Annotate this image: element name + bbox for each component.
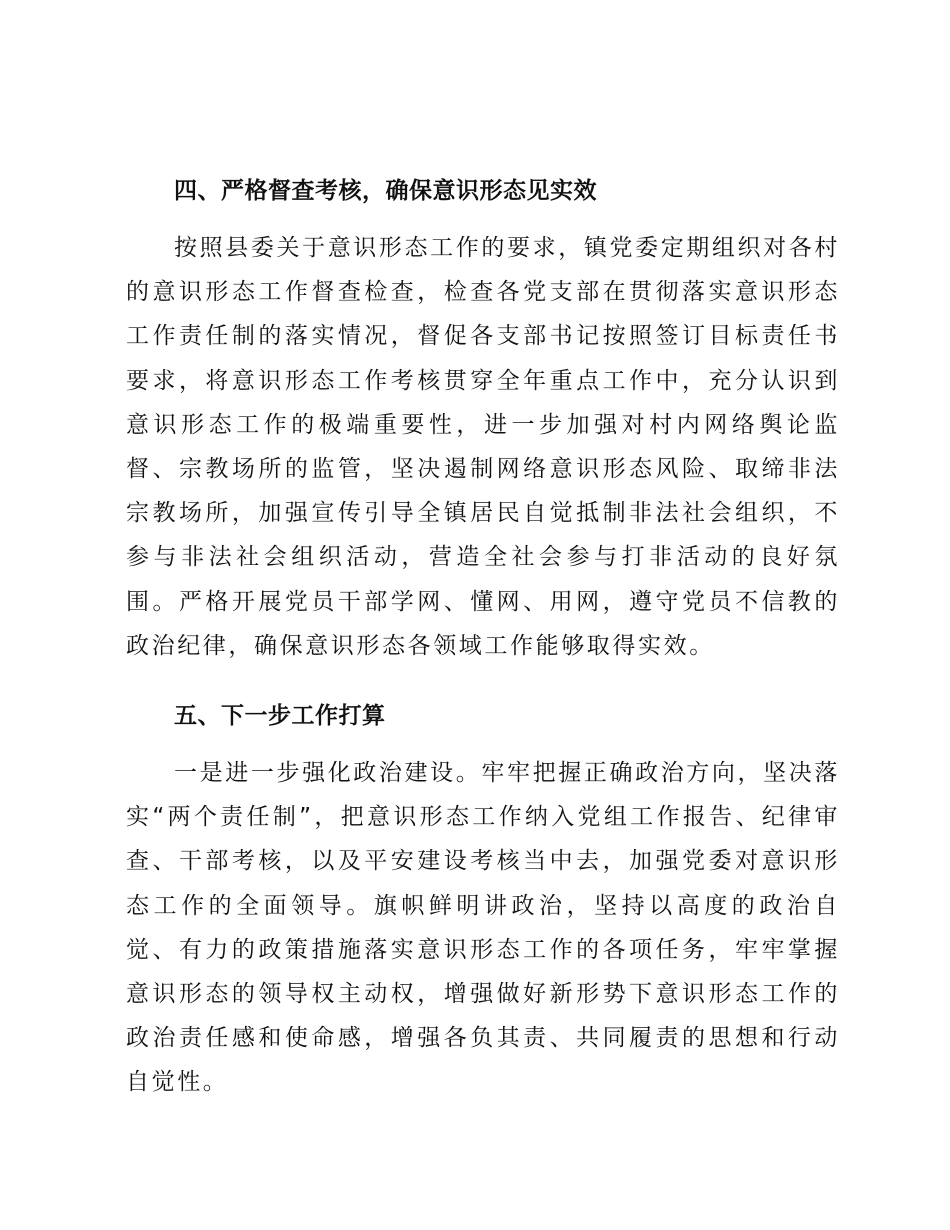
section-heading-four: 四、严格督查考核，确保意识形态见实效 [174,178,597,204]
section-paragraph-four: 按照县委关于意识形态工作的要求，镇党委定期组织对各村的意识形态工作督查检查，检查各党支部在贯彻落实意识形态工作责任制的落实情况，督促各支部书记按照签订目标责任书要求，将意识形态工作考核贯穿全年重点工作中，充分认识到意识形态工作的极端重要性，进一步加强对村内网络舆论监督、宗教场所的监管，坚决遏制网络意识形态风险、取缔非法宗教场所，加强宣传引导全镇居民自觉抵制非法社会组织，不参与非法社会组织活动，营造全社会参与打非活动的良好氛围。严格开展党员干部学网、懂网、用网，遵守党员不信教的政治纪律，确保意识形态各领域工作能够取得实效。 [126,235,840,659]
section-paragraph-five: 一是进一步强化政治建设。牢牢把握正确政治方向，坚决落实“两个责任制”，把意识形态工作纳入党组工作报告、纪律审查、干部考核，以及平安建设考核当中去，加强党委对意识形态工作的全面领导。旗帜鲜明讲政治，坚持以高度的政治自觉、有力的政策措施落实意识形态工作的各项任务，牢牢掌握意识形态的领导权主动权，增强做好新形势下意识形态工作的政治责任感和使命感，增强各负其责、共同履责的思想和行动自觉性。 [126,760,840,1096]
section-heading-five: 五、下一步工作打算 [174,703,386,729]
